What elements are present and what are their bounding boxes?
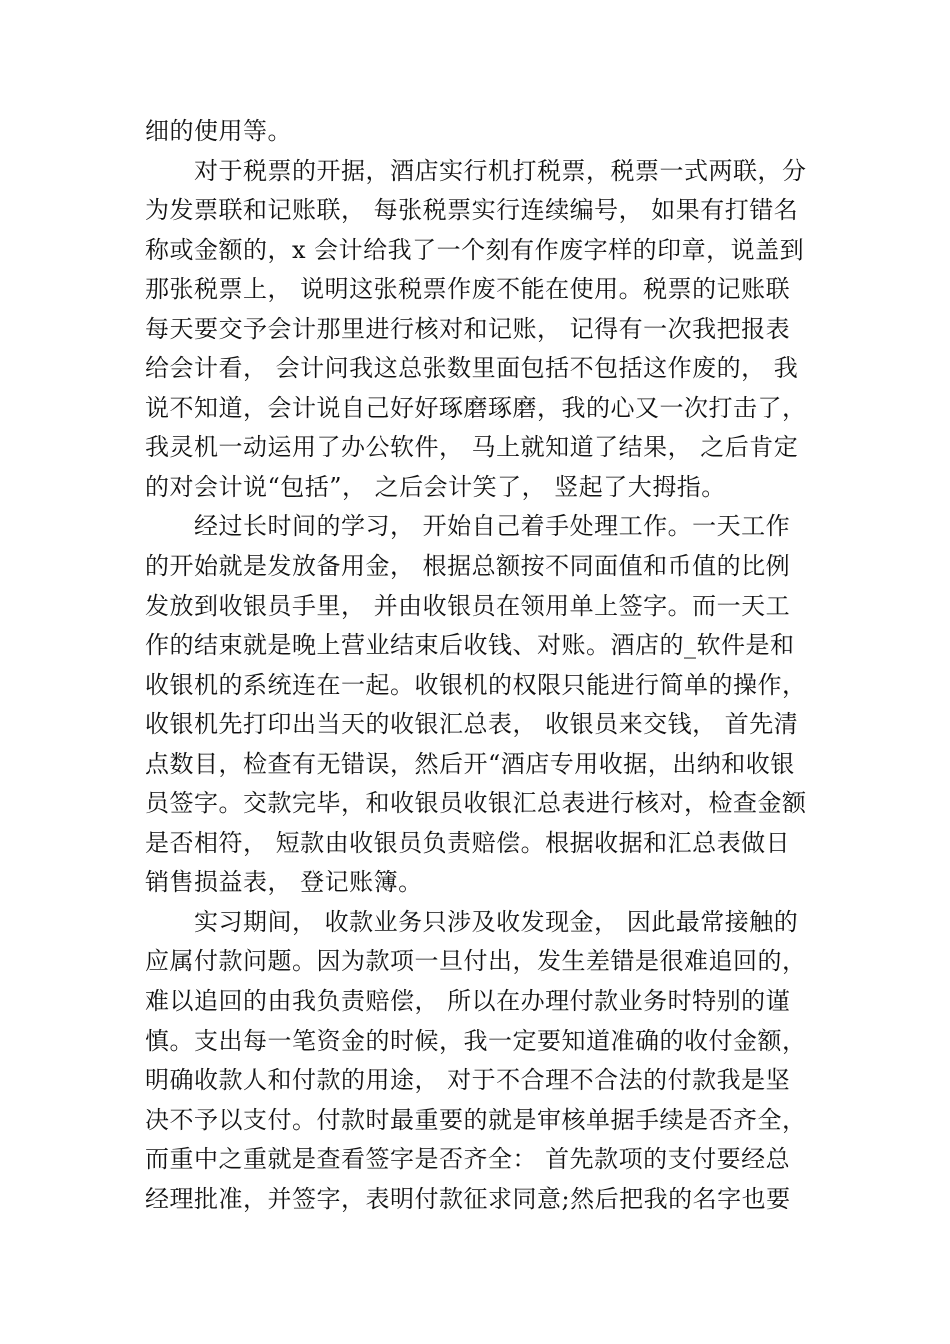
text-line: 我灵机一动运用了办公软件， 马上就知道了结果， 之后肯定: [145, 433, 799, 462]
text-line: 发放到收银员手里， 并由收银员在领用单上签字。而一天工: [145, 591, 791, 620]
text-line: 收银机先打印出当天的收银汇总表， 收银员来交钱， 首先清: [145, 710, 799, 739]
text-line: 决不予以支付。付款时最重要的就是审核单据手续是否齐全，: [145, 1105, 807, 1134]
text-line: 作的结束就是晚上营业结束后收钱、对账。酒店的_软件是和: [145, 631, 795, 660]
text-line: 每天要交予会计那里进行核对和记账， 记得有一次我把报表: [145, 314, 791, 343]
text-line: 称或金额的，x 会计给我了一个刻有作废字样的印章，说盖到: [145, 235, 805, 264]
text-line: 经过长时间的学习， 开始自己着手处理工作。一天工作: [145, 512, 791, 541]
text-line: 销售损益表， 登记账簿。: [145, 868, 423, 897]
text-line: 员签字。交款完毕，和收银员收银汇总表进行核对，检查金额: [145, 789, 807, 818]
text-line: 实习期间， 收款业务只涉及收发现金， 因此最常接触的: [145, 907, 799, 936]
text-line: 给会计看， 会计问我这总张数里面包括不包括这作废的， 我: [145, 354, 799, 383]
text-line: 对于税票的开据，酒店实行机打税票，税票一式两联，分: [145, 156, 807, 185]
text-line: 点数目，检查有无错误，然后开“酒店专用收据，出纳和收银: [145, 749, 795, 778]
text-line: 为发票联和记账联， 每张税票实行连续编号， 如果有打错名: [145, 196, 799, 225]
text-line: 难以追回的由我负责赔偿， 所以在办理付款业务时特别的谨: [145, 987, 791, 1016]
text-line: 应属付款问题。因为款项一旦付出，发生差错是很难追回的，: [145, 947, 807, 976]
text-line: 而重中之重就是查看签字是否齐全： 首先款项的支付要经总: [145, 1145, 791, 1174]
text-line: 的开始就是发放备用金， 根据总额按不同面值和币值的比例: [145, 552, 791, 581]
text-line: 说不知道，会计说自己好好琢磨琢磨，我的心又一次打击了，: [145, 393, 807, 422]
text-line: 是否相符， 短款由收银员负责赔偿。根据收据和汇总表做日: [145, 828, 791, 857]
text-line: 慎。支出每一笔资金的时候，我一定要知道准确的收付金额，: [145, 1026, 807, 1055]
body-text: [145, 112, 825, 1219]
text-line: 细的使用等。: [145, 117, 292, 145]
text-line: 经理批准，并签字，表明付款征求同意;然后把我的名字也要: [145, 1184, 791, 1213]
text-line: 那张税票上， 说明这张税票作废不能在使用。税票的记账联: [145, 275, 791, 304]
text-line: 明确收款人和付款的用途， 对于不合理不合法的付款我是坚: [145, 1066, 791, 1095]
text-line: 收银机的系统连在一起。收银机的权限只能进行简单的操作，: [145, 670, 807, 699]
text-line: 的对会计说“包括”， 之后会计笑了， 竖起了大拇指。: [145, 472, 726, 501]
